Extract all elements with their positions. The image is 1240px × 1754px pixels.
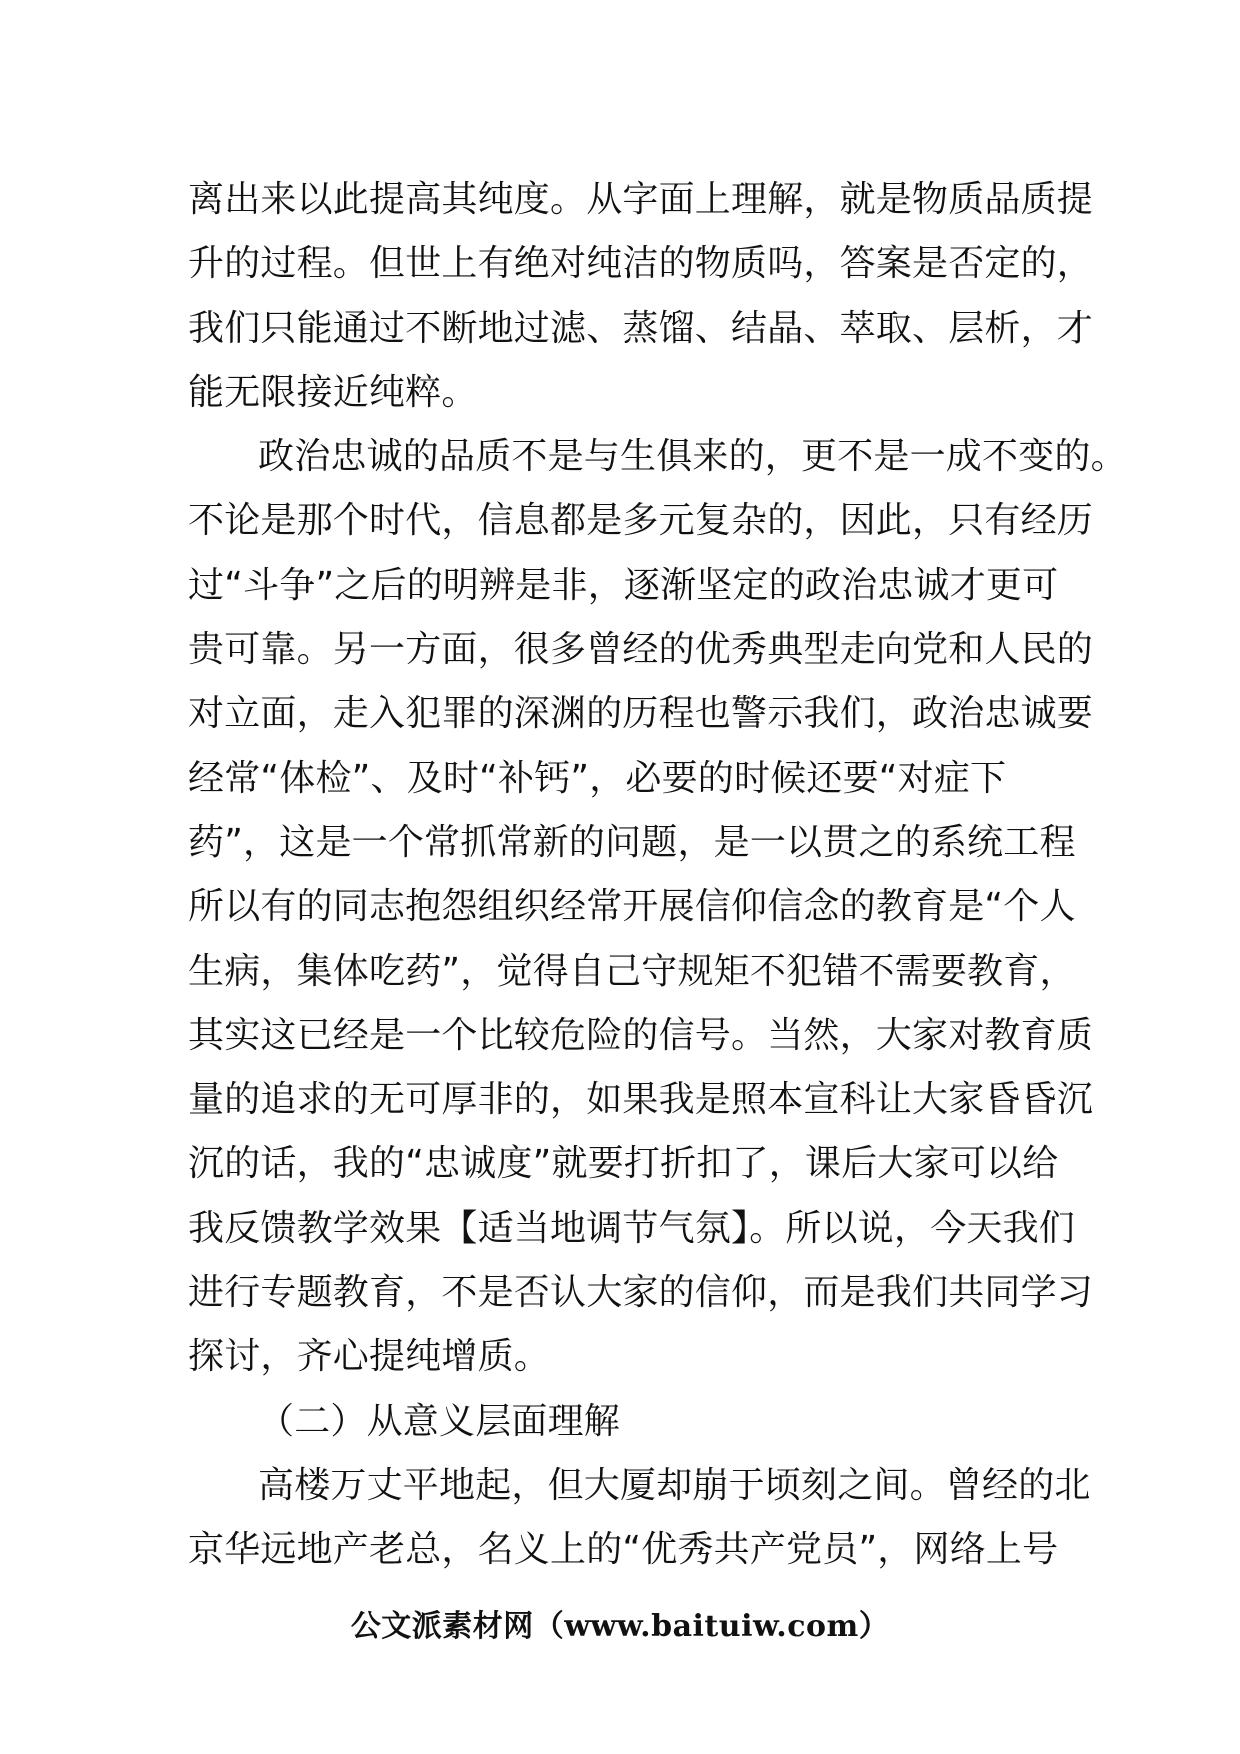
text-line: 所以有的同志抱怨组织经常开展信仰信念的教育是“个人 [188,886,1076,928]
text-line: 不论是那个时代，信息都是多元复杂的，因此，只有经历 [188,500,1094,542]
text-line: 离出来以此提高其纯度。从字面上理解，就是物质品质提 [188,179,1094,220]
text-line: 京华远地产老总，名义上的“优秀共产党员”，网络上号 [188,1529,1059,1571]
body-text [188,168,1127,1583]
paragraph-start-line: 政治忠诚的品质不是与生俱来的，更不是一成不变的。 [258,436,1127,478]
paragraph-start-line: 高楼万丈平地起，但大厦却崩于顷刻之间。曾经的北 [258,1464,1091,1506]
text-line: 沉的话，我的“忠诚度”就要打折扣了，课后大家可以给 [188,1143,1059,1185]
text-line: 探讨，齐心提纯增质。 [188,1336,551,1378]
text-line: 能无限接近纯粹。 [188,371,478,413]
text-line: 我反馈教学效果【适当地调节气氛】。所以说，今天我们 [188,1207,1076,1249]
text-line: 药”，这是一个常抓常新的问题，是一以贯之的系统工程 [188,821,1076,863]
text-line: 贵可靠。另一方面，很多曾经的优秀典型走向党和人民的 [188,629,1094,671]
footer-watermark-text: 公文派素材网（www.baituiw.com） [350,1609,890,1644]
text-line: 其实这已经是一个比较危险的信号。当然，大家对教育质 [188,1014,1094,1056]
text-line: 我们只能通过不断地过滤、蒸馏、结晶、萃取、层析，才 [188,307,1094,349]
section-heading: （二）从意义层面理解 [258,1400,621,1442]
text-line: 升的过程。但世上有绝对纯洁的物质吗，答案是否定的， [188,243,1094,285]
text-line: 生病，集体吃药”，觉得自己守规矩不犯错不需要教育， [188,950,1076,992]
text-line: 过“斗争”之后的明辨是非，逐渐坚定的政治忠诚才更可 [188,564,1059,606]
text-line: 对立面，走入犯罪的深渊的历程也警示我们，政治忠诚要 [188,693,1094,735]
text-line: 量的追求的无可厚非的，如果我是照本宣科让大家昏昏沉 [188,1079,1094,1121]
text-line: 经常“体检”、及时“补钙”，必要的时候还要“对症下 [188,757,1007,799]
text-line: 进行专题教育，不是否认大家的信仰，而是我们共同学习 [188,1272,1094,1314]
